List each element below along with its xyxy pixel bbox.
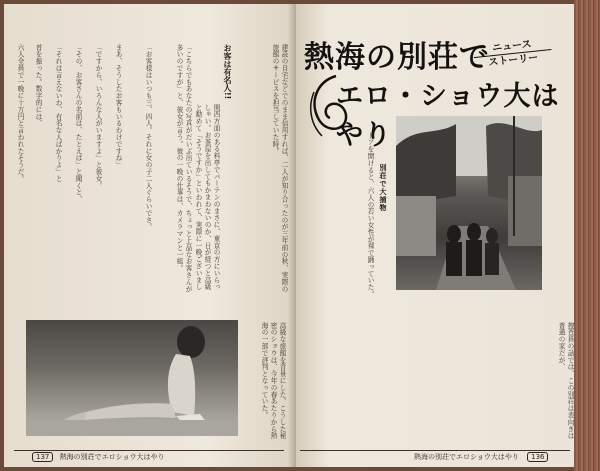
swirl-illustration bbox=[306, 72, 352, 142]
street-photo bbox=[396, 116, 542, 290]
left-column-5: まあ、そうしたお客もいるわけですね」 bbox=[114, 44, 122, 169]
news-tag-line-1: ニュース bbox=[472, 36, 551, 58]
woman-photo bbox=[26, 320, 238, 436]
right-lower-columns: 捜査員の話では、この別荘は表向きは普通の家だが、 bbox=[557, 322, 574, 440]
left-footer-title: 熱海の別荘でエロショウ大はやり bbox=[59, 453, 165, 461]
right-footer bbox=[414, 452, 548, 462]
headline-sub: エロ・ショウ大はやり bbox=[336, 81, 560, 151]
right-page-number: 136 bbox=[527, 452, 548, 462]
left-column-7: 「その、お客さんの名前は、たとえば」と聞くと、 bbox=[74, 44, 82, 203]
right-footer-rule bbox=[300, 450, 570, 451]
left-column-8: 「それは言えないわ、有名な人ばかりよ」と bbox=[54, 44, 62, 182]
right-footer-title: 熱海の別荘でエロショウ大はやり bbox=[414, 453, 519, 461]
left-lower-column-1: 高級な旅館を背景にした、こうした秘密のショウは、今年の春あたりから熱海の一部で評判となっていた。 bbox=[260, 322, 286, 440]
news-tag-line-2: ストーリー bbox=[487, 52, 539, 69]
left-footer bbox=[32, 452, 164, 462]
left-subheading: お客は有名人!! bbox=[223, 44, 232, 100]
headline-main: 熱海の別荘で bbox=[304, 40, 490, 75]
right-column-1: ドアを開けると、六人の若い女性が裸で踊っていた。 bbox=[366, 132, 374, 298]
left-column-2: 関西方面のある料亭でバーテンのまさに、東京の方にいらっしゃい。お茶屋を出してもかまわないのか、日が経つと高級と勧めて「そうですか」といわれて、実際に一晩ございまし bbox=[194, 104, 220, 291]
left-column-6: 「ですから、いろんな人がいますよ」と彼女。 bbox=[94, 44, 102, 189]
left-column-4: 「お客様はいつも三、四人。それに女の子二人ぐらいでさ。 bbox=[144, 44, 152, 231]
left-column-10: 六人全員で一晩に十万円と言われたそうだ。 bbox=[16, 44, 24, 182]
left-column-3: 「こちらでもあなたの写真がだいぶ出ているそうで、ちょっと上品なお客さんが多いのですが」と、彼女が言う。彼の一晩の仕事は、カメラマンと一組。 bbox=[175, 44, 192, 293]
book-edge bbox=[574, 0, 600, 471]
left-column-9: 首を振った。数字的には、 bbox=[34, 44, 42, 127]
street-photo-scene bbox=[396, 116, 542, 290]
left-page bbox=[4, 4, 296, 467]
left-footer-rule bbox=[14, 450, 284, 451]
woman-photo-figure bbox=[26, 320, 238, 436]
left-column-1: 建設の自宅などでのまま信用すれば、二人が知り合ったのが三年前の秋、実際の旅館のサービスを担当していた時。 bbox=[271, 44, 288, 293]
photo-caption: 別荘で大捕物 bbox=[379, 164, 387, 212]
left-page-number: 137 bbox=[32, 452, 53, 462]
